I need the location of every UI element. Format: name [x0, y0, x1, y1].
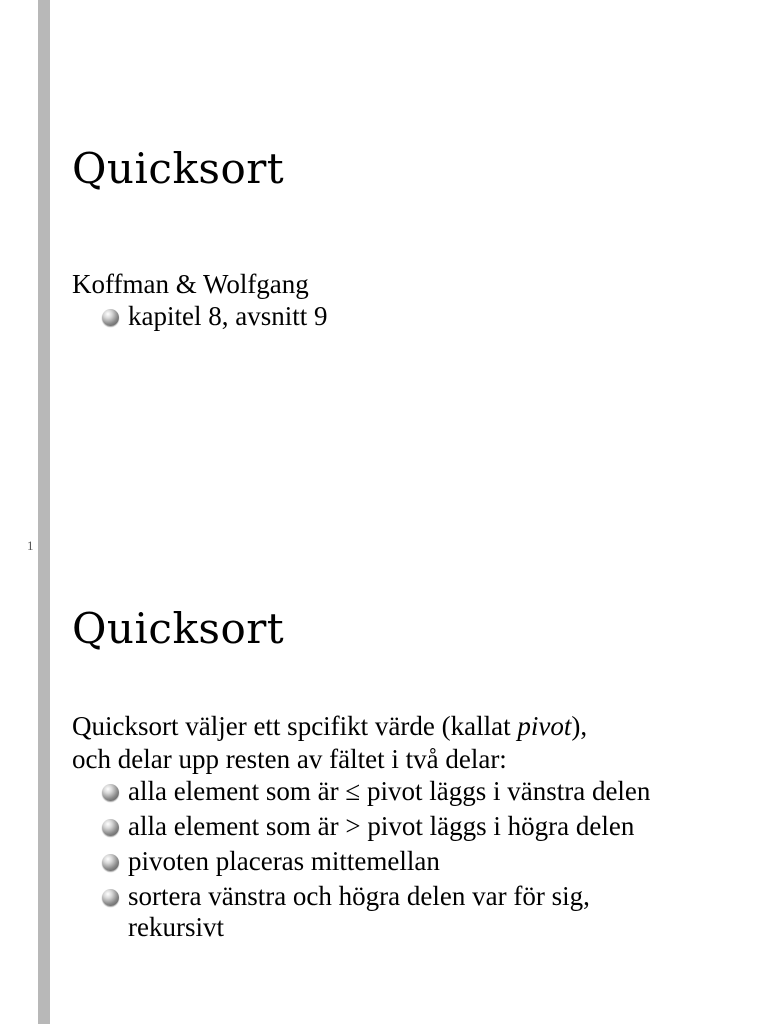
bullet-orb-icon	[102, 309, 119, 326]
slide-1	[72, 144, 752, 336]
intro-line-2: och delar upp resten av fältet i två delar:	[72, 744, 507, 774]
bullet-text: alla element som är > pivot läggs i högra delen	[128, 811, 635, 841]
bullet-text: sortera vänstra och högra delen var för sig,	[128, 881, 590, 911]
bullet-text: alla element som är ≤ pivot läggs i vänstra delen	[128, 776, 651, 806]
list-item	[102, 881, 752, 943]
intro-text: ),	[571, 711, 588, 741]
slide-title: Quicksort	[72, 144, 285, 193]
bullet-text: pivoten placeras mittemellan	[128, 846, 440, 876]
bullet-text: kapitel 8, avsnitt 9	[128, 301, 328, 331]
bullet-orb-icon	[102, 784, 119, 801]
bullet-orb-icon	[102, 889, 119, 906]
list-item	[102, 776, 752, 807]
bullet-list	[72, 301, 752, 332]
slide-2	[72, 604, 752, 947]
intro-text: Quicksort väljer ett spcifikt värde (kallat	[72, 711, 518, 741]
author-line: Koffman & Wolfgang	[72, 269, 309, 299]
bullet-orb-icon	[102, 819, 119, 836]
page-margin-bar	[38, 0, 50, 1024]
intro-line-1	[72, 710, 752, 743]
bullet-orb-icon	[102, 854, 119, 871]
bullet-list	[72, 776, 752, 943]
intro-paragraph	[72, 710, 752, 776]
bullet-text-continued: rekursivt	[128, 912, 224, 942]
slide-title: Quicksort	[72, 604, 285, 653]
list-item	[102, 301, 752, 332]
pivot-term: pivot	[517, 711, 572, 741]
list-item	[102, 846, 752, 877]
list-item	[102, 811, 752, 842]
page-number: 1	[27, 538, 34, 553]
